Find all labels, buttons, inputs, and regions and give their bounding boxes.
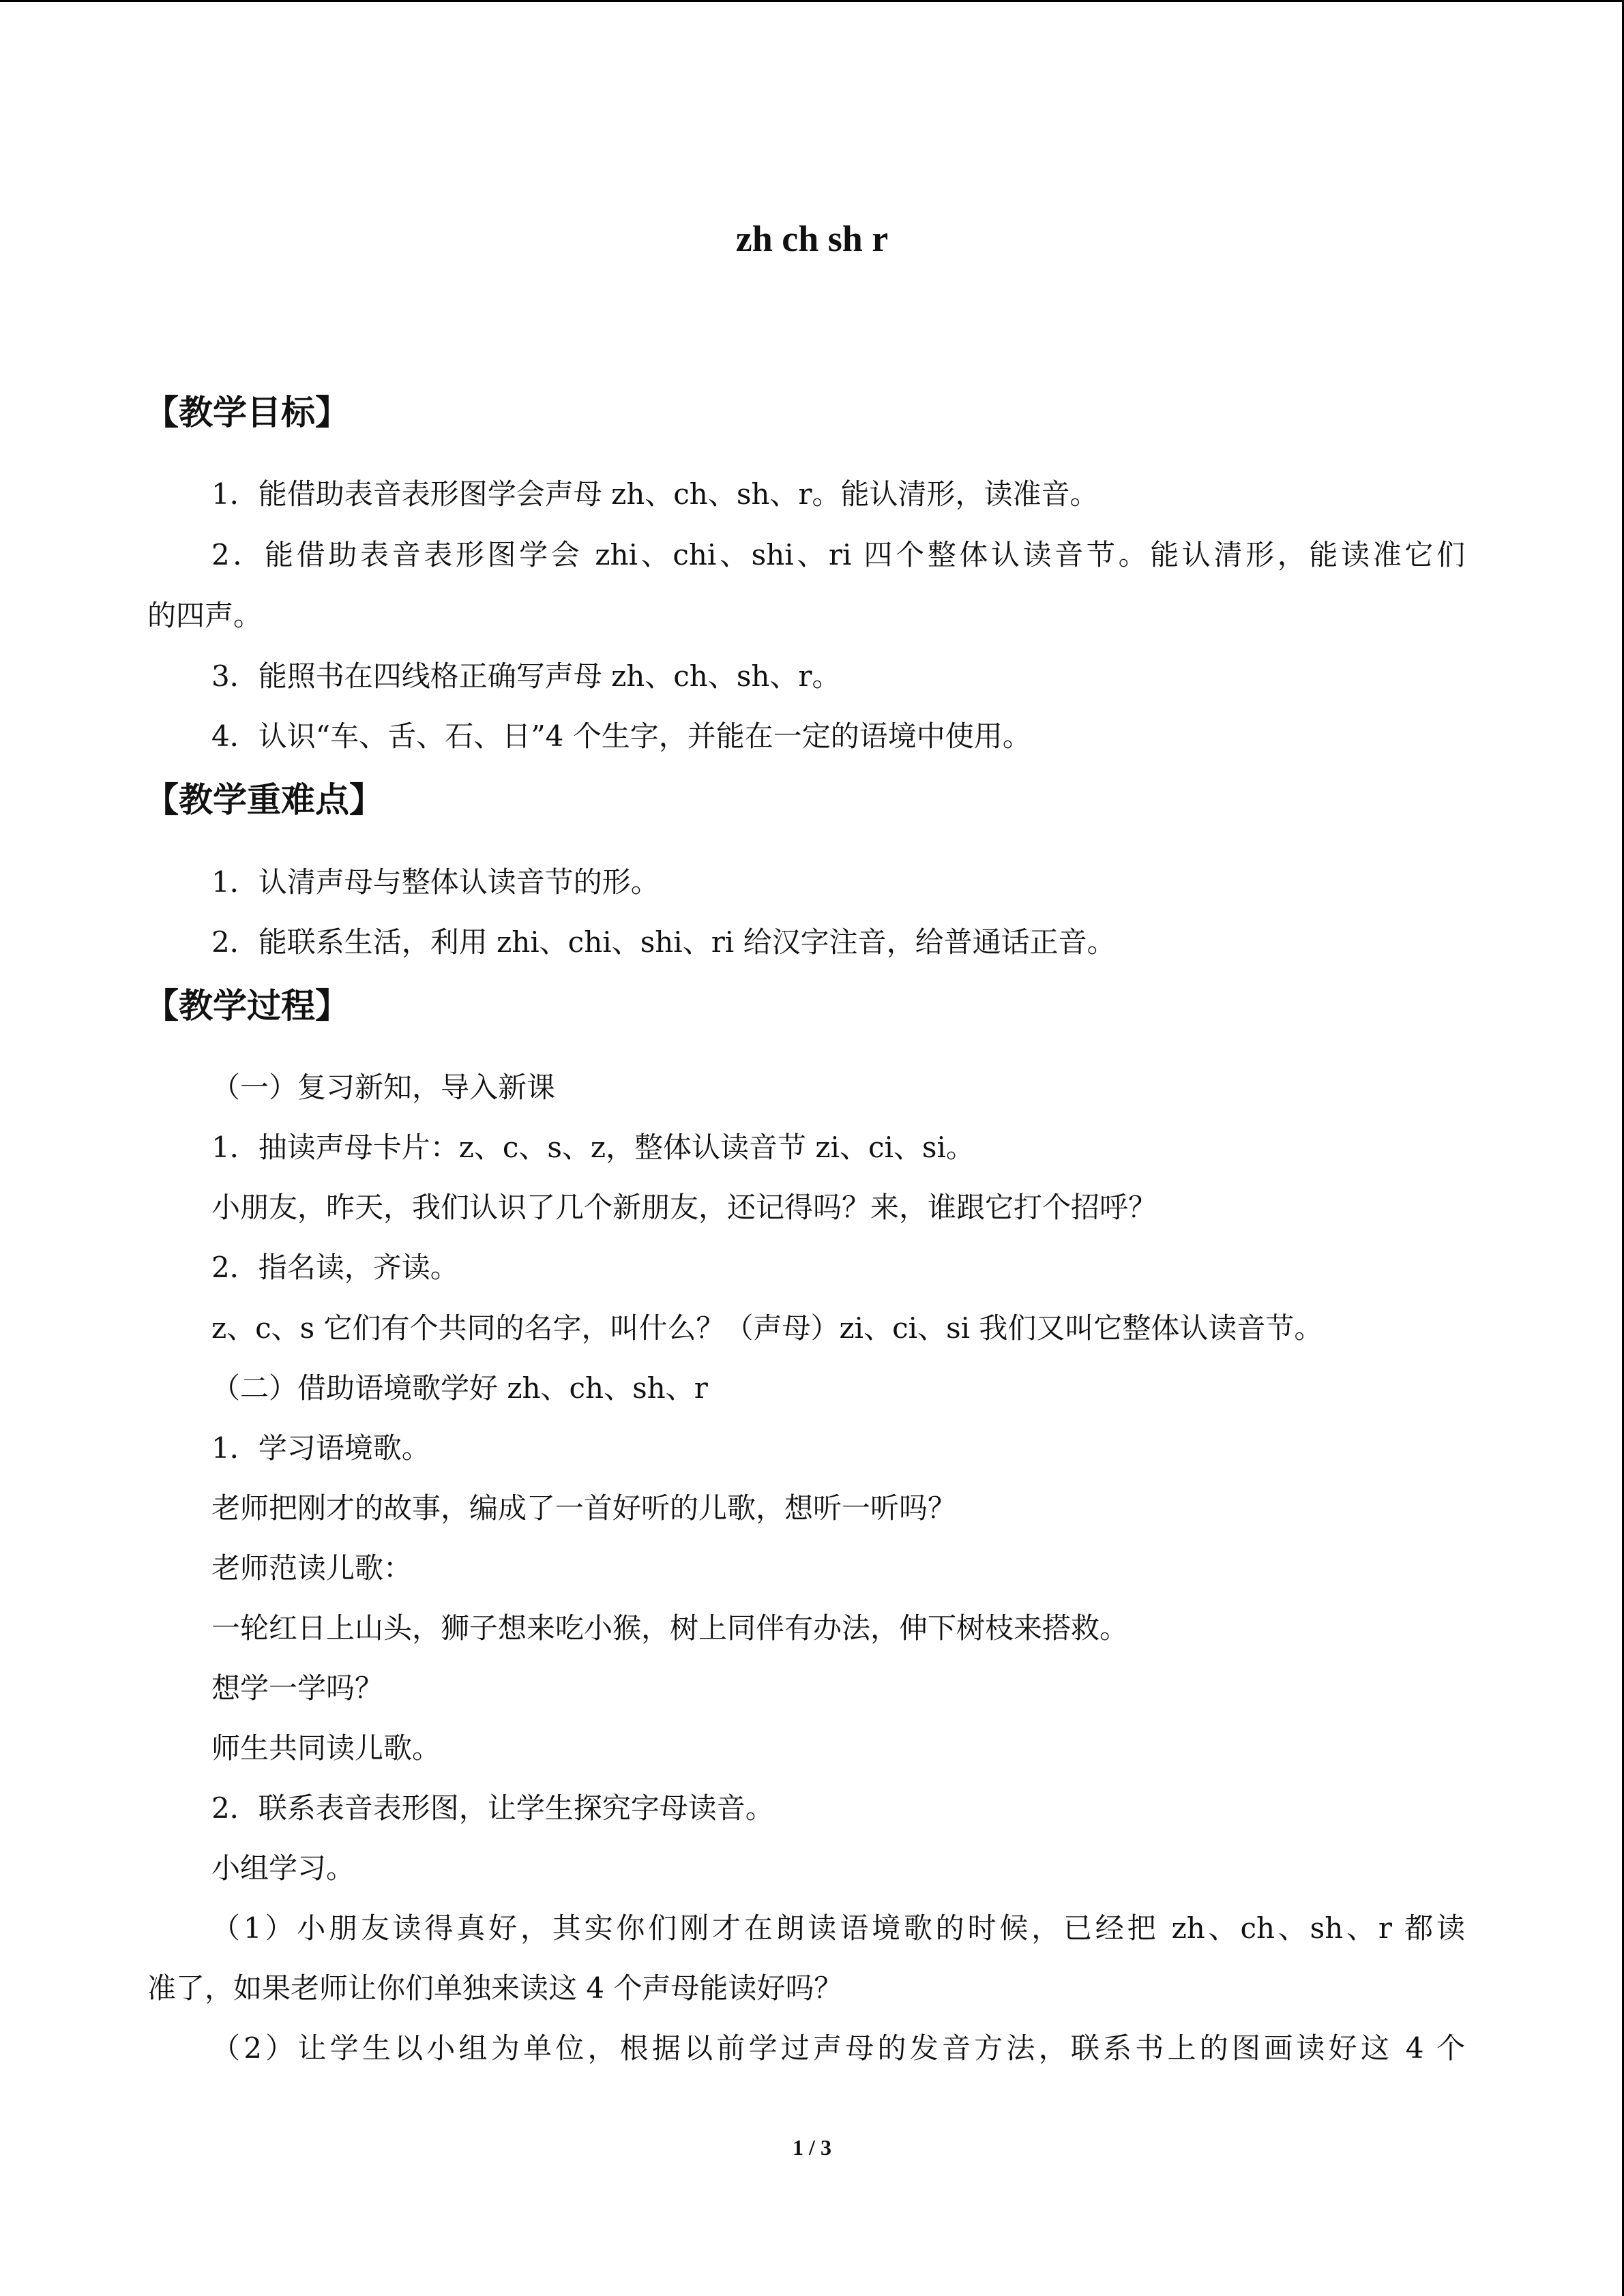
process-line-4: 2．指名读，齐读。 — [211, 1251, 459, 1284]
process-line-5: z、c、s 它们有个共同的名字，叫什么？（声母）zi、ci、si 我们又叫它整体认读音节。 — [211, 1311, 1323, 1345]
goals-line-2-cont: 的四声。 — [147, 599, 263, 632]
process-heading: 【教学过程】 — [145, 986, 349, 1026]
process-line-14: 小组学习。 — [211, 1851, 355, 1885]
goals-line-1: 1．能借助表音表形图学会声母 zh、ch、sh、r。能认清形，读准音。 — [211, 477, 1099, 511]
process-line-16: （2）让学生以小组为单位，根据以前学过声母的发音方法，联系书上的图画读好这 4 个 — [211, 2031, 1465, 2065]
process-line-13: 2．联系表音表形图，让学生探究字母读音。 — [211, 1791, 774, 1825]
process-line-15-cont: 准了，如果老师让你们单独来读这 4 个声母能读好吗？ — [147, 1971, 843, 2005]
process-line-8: 老师把刚才的故事，编成了一首好听的儿歌，想听一听吗？ — [211, 1491, 957, 1525]
process-line-3: 小朋友，昨天，我们认识了几个新朋友，还记得吗？来，谁跟它打个招呼？ — [211, 1191, 1157, 1224]
process-line-10: 一轮红日上山头，狮子想来吃小猴，树上同伴有办法，伸下树枝来搭救。 — [211, 1611, 1129, 1645]
top-border-line — [0, 0, 1624, 2]
goals-line-3: 3．能照书在四线格正确写声母 zh、ch、sh、r。 — [211, 659, 841, 693]
process-line-11: 想学一学吗？ — [211, 1671, 384, 1705]
process-line-1: （一）复习新知，导入新课 — [211, 1071, 556, 1104]
key-points-line-2: 2．能联系生活，利用 zhi、chi、shi、ri 给汉字注音，给普通话正音。 — [211, 925, 1116, 959]
process-line-6: （二）借助语境歌学好 zh、ch、sh、r — [211, 1371, 708, 1405]
goals-line-2: 2．能借助表音表形图学会 zhi、chi、shi、ri 四个整体认读音节。能认清形，能读准它们 — [211, 538, 1465, 571]
document-title: zh ch sh r — [735, 218, 889, 259]
goals-line-4: 4．认识“车、舌、石、日”4 个生字，并能在一定的语境中使用。 — [211, 719, 1031, 753]
goals-heading: 【教学目标】 — [145, 393, 349, 432]
process-line-12: 师生共同读儿歌。 — [211, 1731, 441, 1765]
key-points-heading: 【教学重难点】 — [145, 780, 383, 820]
process-line-9: 老师范读儿歌： — [211, 1551, 413, 1585]
process-line-15: （1）小朋友读得真好，其实你们刚才在朗读语境歌的时候，已经把 zh、ch、sh、r 都读 — [211, 1911, 1465, 1945]
process-line-7: 1．学习语境歌。 — [211, 1431, 430, 1465]
page-number: 1 / 3 — [793, 2135, 831, 2160]
process-line-2: 1．抽读声母卡片：z、c、s、z，整体认读音节 zi、ci、si。 — [211, 1131, 975, 1164]
key-points-line-1: 1．认清声母与整体认读音节的形。 — [211, 865, 660, 899]
